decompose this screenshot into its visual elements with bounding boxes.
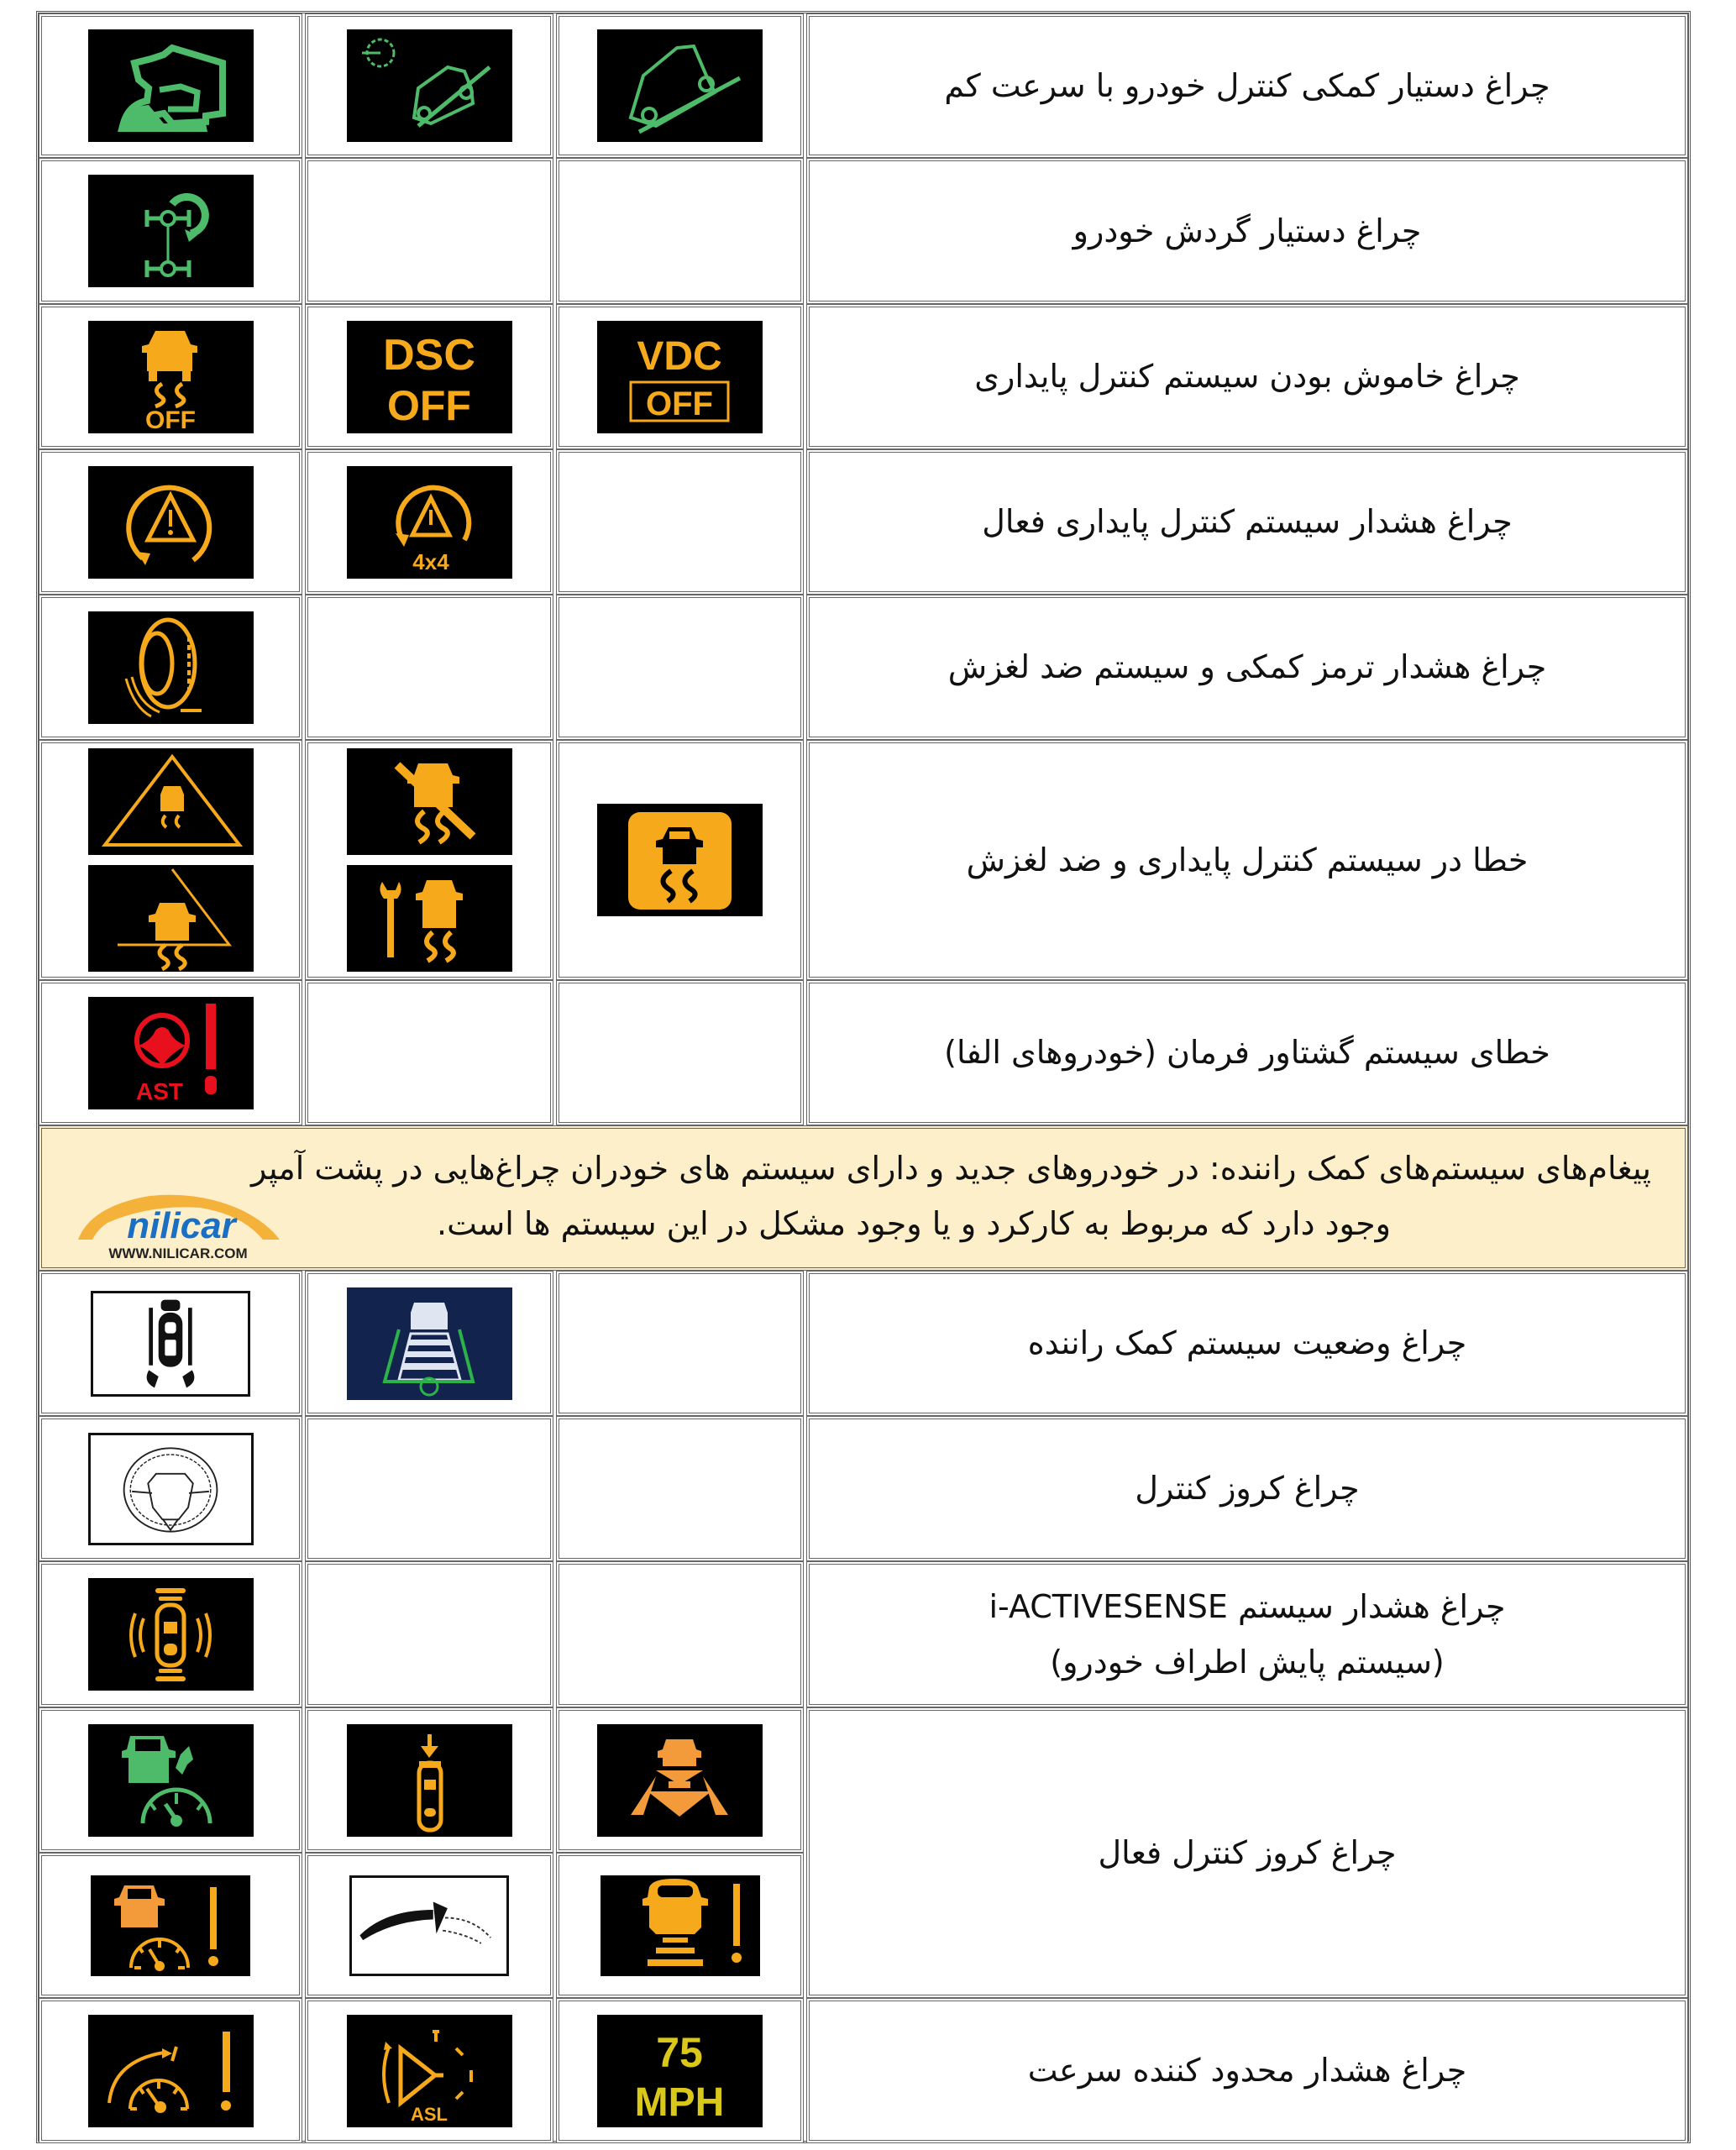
icon-cell	[305, 1998, 553, 2143]
row-label: خطای سیستم گشتاور فرمان (خودروهای الفا)	[944, 1034, 1550, 1072]
svg-text:WWW.NILICAR.COM: WWW.NILICAR.COM	[108, 1245, 248, 1261]
icon-cell	[305, 1853, 553, 1998]
description-cell	[806, 1998, 1688, 2143]
empty-cell	[305, 595, 553, 740]
icon-cell	[305, 740, 553, 980]
row-label: چراغ هشدار ترمز کمکی و سیستم ضد لغزش	[947, 648, 1547, 686]
traction-off-icon	[88, 321, 254, 433]
empty-cell	[305, 1561, 553, 1707]
svg-text:DSC: DSC	[382, 330, 475, 380]
svg-text:AST: AST	[135, 1078, 183, 1104]
i-activesense-icon	[88, 1578, 254, 1691]
nilicar-logo	[74, 1189, 284, 1261]
icon-cell	[556, 740, 804, 980]
hill-descent-control-icon	[597, 29, 763, 142]
icon-cell	[39, 1707, 302, 1853]
tire-brake-assist-icon	[88, 611, 254, 724]
car-distance-warning-icon	[601, 1875, 760, 1976]
skid-crossed-icon	[347, 748, 512, 855]
turn-assist-axle-icon	[88, 175, 254, 287]
icon-cell	[39, 304, 302, 449]
icon-cell	[556, 1853, 804, 1998]
description-cell	[806, 595, 1688, 740]
svg-text:VDC: VDC	[637, 333, 722, 379]
icon-cell	[39, 1853, 302, 1998]
description-cell	[806, 1707, 1688, 1998]
empty-cell	[305, 158, 553, 304]
icon-cell	[556, 1707, 804, 1853]
stability-warning-icon	[88, 466, 254, 579]
empty-cell	[305, 980, 553, 1125]
svg-text:OFF: OFF	[646, 385, 713, 422]
icon-cell	[556, 13, 804, 158]
speed-75-mph-icon	[597, 2015, 763, 2127]
ast-steering-icon	[88, 997, 254, 1109]
terrain-rock-crawl-icon	[88, 29, 254, 142]
hill-descent-speed-icon	[347, 29, 512, 142]
row-label: چراغ هشدار محدود کننده سرعت	[1027, 2052, 1467, 2090]
banner-text	[139, 1141, 1651, 1251]
description-cell	[806, 980, 1688, 1125]
skid-box-icon	[597, 804, 763, 916]
icon-cell	[305, 449, 553, 595]
steering-wheel-icon	[88, 1433, 254, 1545]
icon-cell	[556, 1998, 804, 2143]
empty-cell	[556, 595, 804, 740]
icon-cell	[305, 1707, 553, 1853]
description-cell	[806, 1561, 1688, 1707]
svg-text:4x4: 4x4	[412, 548, 449, 574]
acc-warning-icon	[91, 1875, 250, 1976]
row-label: چراغ خاموش بودن سیستم کنترل پایداری	[974, 358, 1520, 396]
svg-text:MPH: MPH	[634, 2079, 725, 2125]
svg-text:OFF: OFF	[386, 381, 471, 429]
icon-cell	[39, 449, 302, 595]
icon-cell	[39, 595, 302, 740]
row-label: چراغ دستیار کمکی کنترل خودرو با سرعت کم	[944, 66, 1550, 104]
description-cell	[806, 1271, 1688, 1416]
icon-cell	[39, 1271, 302, 1416]
asl-icon	[347, 2015, 512, 2127]
icon-cell	[305, 1271, 553, 1416]
empty-cell	[556, 1416, 804, 1561]
acc-green-icon	[88, 1724, 254, 1837]
description-cell	[806, 13, 1688, 158]
triangle-skid-icon	[88, 748, 254, 855]
speed-limit-warning-icon	[88, 2015, 254, 2127]
parking-sensors-icon	[91, 1291, 250, 1397]
lane-distance-icon	[597, 1724, 763, 1837]
empty-cell	[556, 1561, 804, 1707]
icon-cell	[39, 740, 302, 980]
description-cell	[806, 740, 1688, 980]
banner-line-1: پیغام‌های سیستم‌های کمک راننده: در خودروهای جدید و دارای سیستم های خودران چراغ‌هایی در پشت آمپر	[251, 1150, 1651, 1187]
row-label: چراغ وضعیت سیستم کمک راننده	[1027, 1324, 1467, 1362]
svg-text:ASL: ASL	[410, 2103, 448, 2125]
empty-cell	[556, 158, 804, 304]
driver-assist-banner	[39, 1125, 1688, 1271]
icon-cell	[556, 304, 804, 449]
wrench-skid-icon	[347, 865, 512, 972]
icon-cell	[39, 1998, 302, 2143]
icon-cell	[305, 13, 553, 158]
banner-line-2: وجود دارد که مربوط به کارکرد و یا وجود مشکل در این سیستم ها است.	[437, 1205, 1391, 1242]
description-cell	[806, 304, 1688, 449]
row-label-line-1: چراغ هشدار سیستم i-ACTIVESENSE	[989, 1587, 1506, 1625]
stability-warning-4x4-icon	[347, 466, 512, 579]
description-cell	[806, 449, 1688, 595]
triangle-skid-car-icon	[88, 865, 254, 972]
icon-cell	[305, 304, 553, 449]
description-cell	[806, 1416, 1688, 1561]
empty-cell	[305, 1416, 553, 1561]
row-label	[989, 1579, 1505, 1691]
row-label: چراغ کروز کنترل	[1135, 1470, 1360, 1508]
empty-cell	[556, 1271, 804, 1416]
svg-text:75: 75	[656, 2028, 703, 2076]
speed-arc-icon	[349, 1875, 509, 1976]
row-label: خطا در سیستم کنترل پایداری و ضد لغزش	[966, 841, 1529, 878]
icon-cell	[39, 1416, 302, 1561]
icon-cell	[39, 980, 302, 1125]
empty-cell	[556, 980, 804, 1125]
row-label: چراغ کروز کنترل فعال	[1098, 1833, 1397, 1871]
row-label: چراغ دستیار گردش خودرو	[1073, 212, 1422, 249]
row-label: چراغ هشدار سیستم کنترل پایداری فعال	[982, 503, 1513, 541]
icon-cell	[39, 1561, 302, 1707]
car-distance-arrow-icon	[347, 1724, 512, 1837]
empty-cell	[556, 449, 804, 595]
icon-cell	[39, 13, 302, 158]
dsc-off-icon	[347, 321, 512, 433]
svg-text:nilicar: nilicar	[127, 1205, 236, 1246]
vdc-off-icon	[597, 321, 763, 433]
lane-assist-icon	[347, 1287, 512, 1400]
svg-text:OFF: OFF	[144, 406, 196, 433]
description-cell	[806, 158, 1688, 304]
icon-cell	[39, 158, 302, 304]
row-label-line-2: (سیستم پایش اطراف خودرو)	[1050, 1644, 1445, 1681]
